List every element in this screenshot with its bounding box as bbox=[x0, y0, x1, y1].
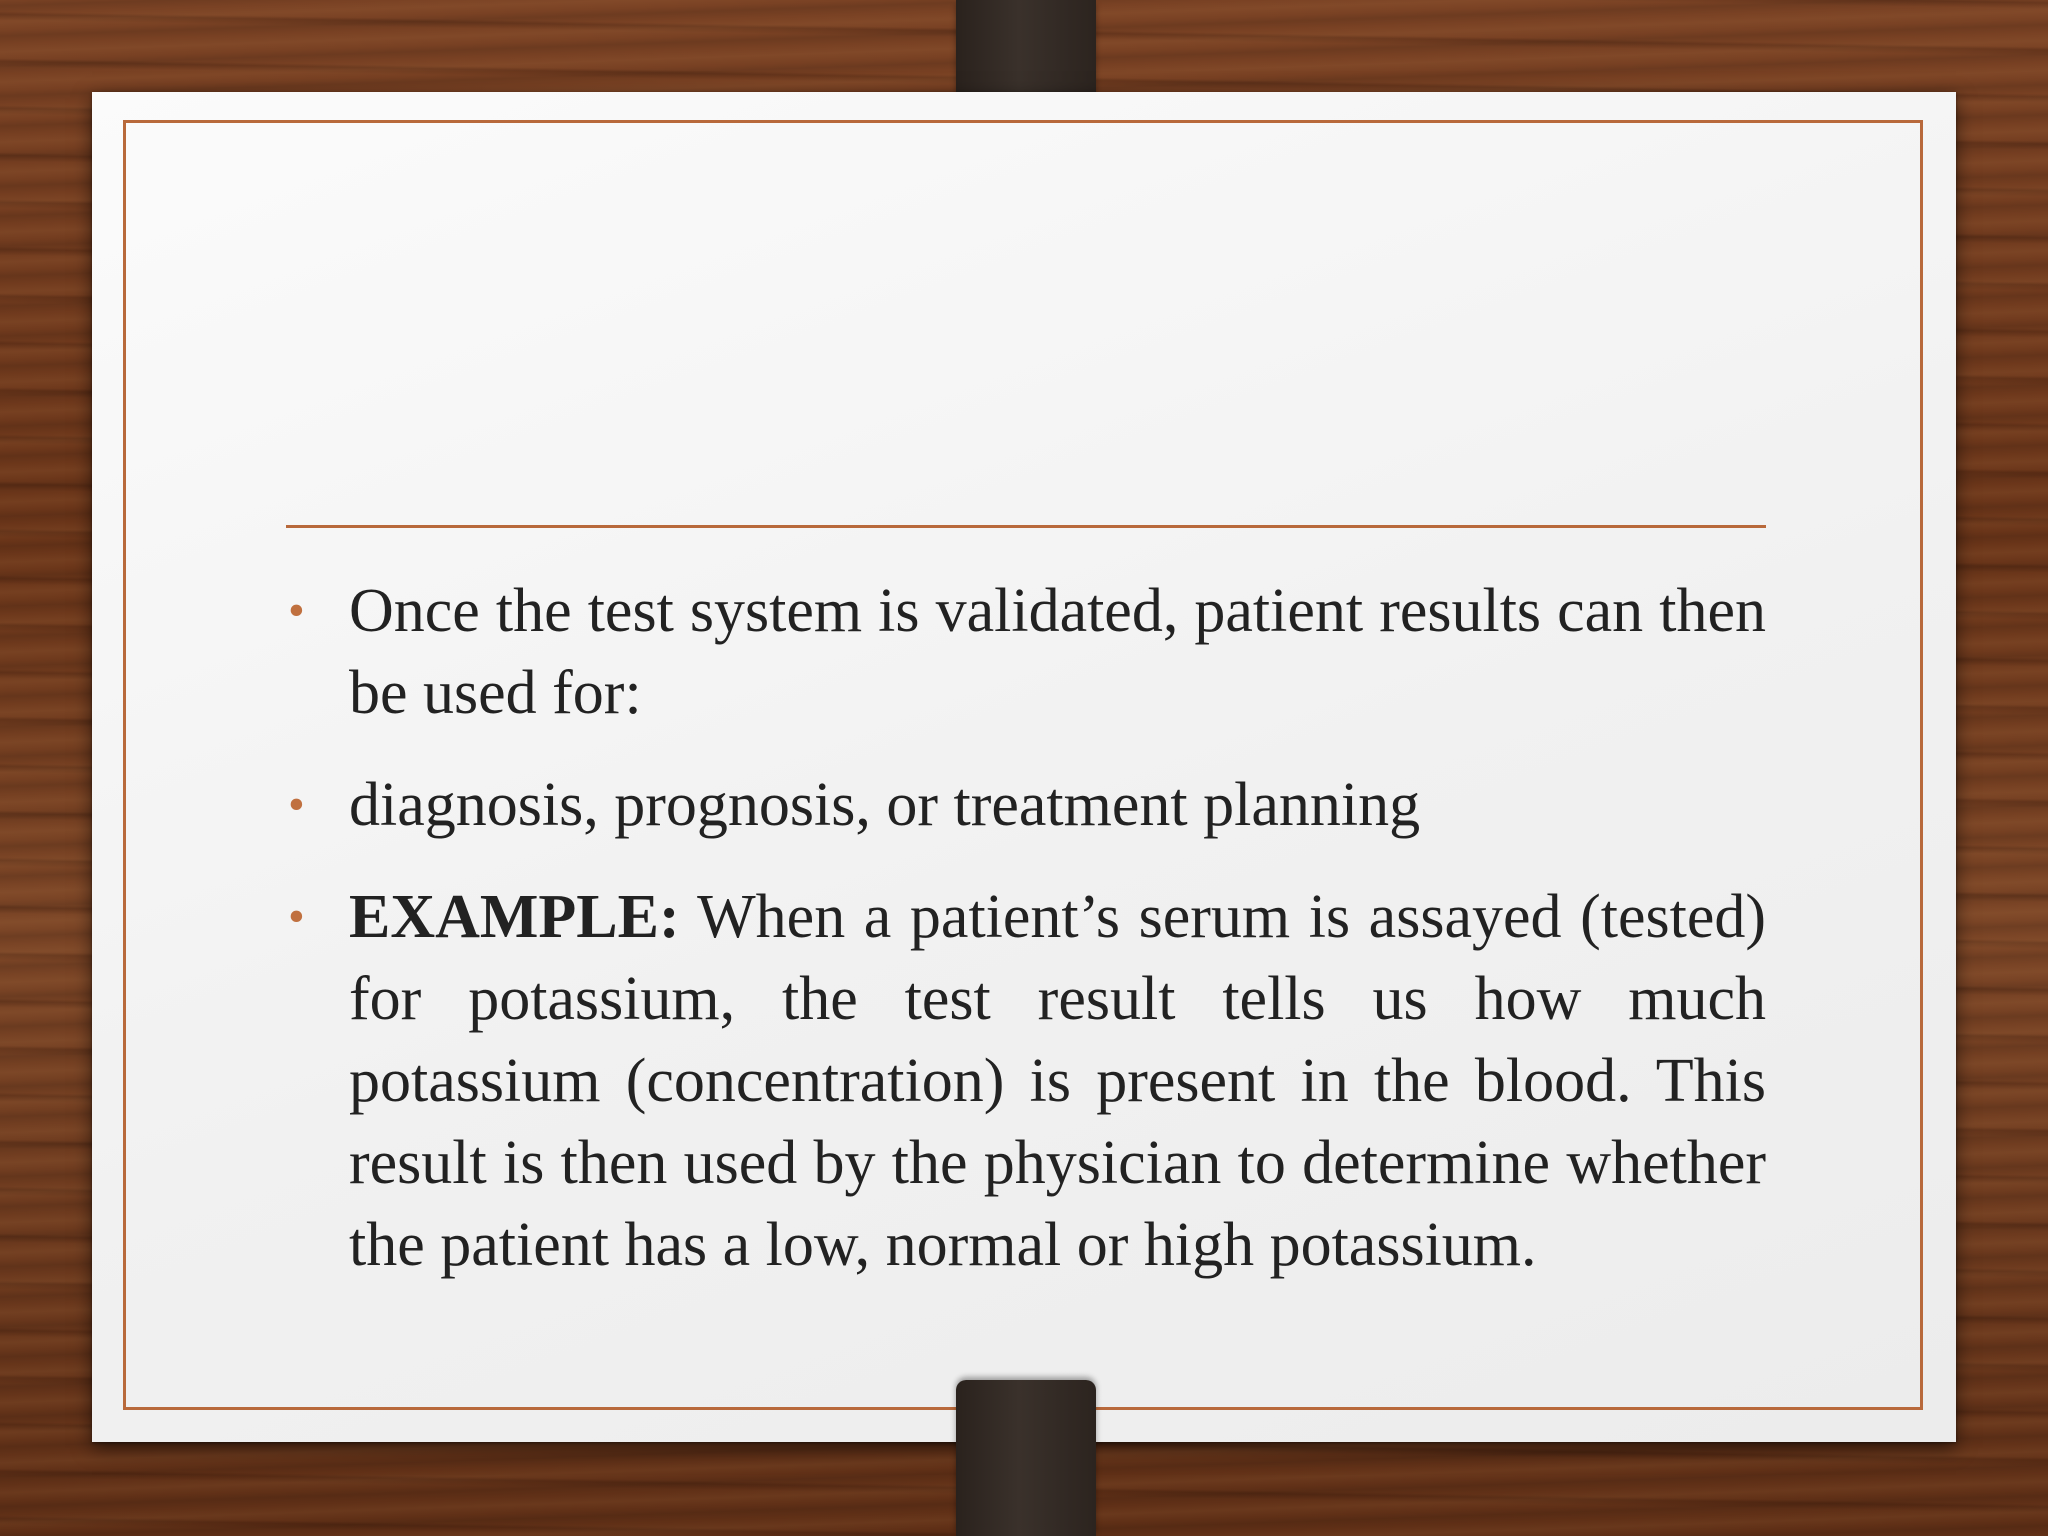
bullet-item-uses bbox=[286, 764, 1766, 846]
slide-content bbox=[286, 570, 1766, 1316]
bullet-item-example bbox=[286, 876, 1766, 1286]
example-label: EXAMPLE: bbox=[349, 883, 680, 951]
bottom-clip-strap bbox=[956, 1380, 1096, 1536]
bullet-text: Once the test system is validated, patient results can then be used for: bbox=[349, 577, 1766, 727]
bullet-text: diagnosis, prognosis, or treatment planning bbox=[349, 771, 1421, 839]
bullet-icon: • bbox=[288, 584, 305, 637]
bullet-icon: • bbox=[288, 778, 305, 831]
bullet-list bbox=[286, 570, 1766, 1286]
bullet-item-validation bbox=[286, 570, 1766, 734]
bullet-icon: • bbox=[288, 890, 305, 943]
title-divider bbox=[286, 525, 1766, 528]
bullet-text: When a patient’s serum is assayed (tested) for potassium, the test result tells us how much potassium (concentration) is present in the blood. This result is then used by the physician to determine whether the patient has a low, normal or high potassium. bbox=[349, 883, 1767, 1279]
